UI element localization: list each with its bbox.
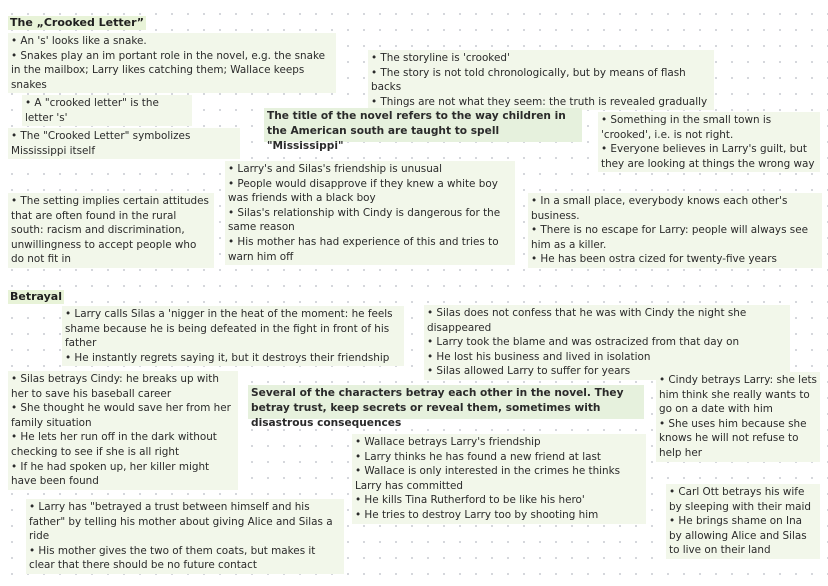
note-snake-shape[interactable] — [8, 33, 336, 93]
note-line: • The "Crooked Letter" symbolizes Mississippi itself — [11, 130, 191, 157]
note-crooked-letter-s[interactable] — [22, 95, 192, 126]
note-line: • His mother has had experience of this and tries to warn him off — [228, 235, 499, 263]
note-wallace-betrays-larry[interactable] — [352, 434, 646, 524]
note-line: • Snakes play an im portant role in the novel, e.g. the snake in the mailbox; Larry likes catching them; Wallace keeps snakes — [11, 49, 325, 91]
note-line: • Larry has "betrayed a trust between himself and his father" by telling his mother about giving Alice and Silas a ride — [29, 501, 333, 543]
note-setting-attitudes[interactable] — [8, 193, 214, 268]
note-line: • Things are not what they seem: the truth is revealed gradually — [371, 95, 708, 108]
note-line: • He lets her run off in the dark without checking to see if she is all right — [11, 431, 217, 458]
note-line: • People would disapprove if they knew a white boy was friends with a black boy — [228, 177, 498, 205]
note-line: • Larry calls Silas a 'nigger in the heat of the moment: he feels shame because he is being defeated in the fight in front of his father — [65, 308, 393, 350]
note-carl-ott-betrays-wife[interactable] — [666, 484, 820, 559]
note-line: • The setting implies certain attitudes that are often found in the rural south: racism and discrimination, unwillingness to accept people who do not fit in — [11, 195, 209, 266]
note-larry-betrays-father[interactable] — [26, 499, 344, 574]
note-line: • Larry's and Silas's friendship is unusual — [228, 163, 443, 175]
note-line: • If he had spoken up, her killer might have been found — [11, 460, 210, 488]
note-something-crooked[interactable] — [598, 112, 820, 172]
note-line: • Silas betrays Cindy: he breaks up with her to save his baseball career — [11, 373, 219, 400]
central-idea-title-meaning[interactable]: The title of the novel refers to the way children in the American south are taught to spell "Mississippi" — [264, 108, 582, 142]
note-larry-insult[interactable] — [62, 306, 404, 366]
note-line: • Wallace is only interested in the crimes he thinks Larry has committed — [355, 465, 621, 492]
note-unusual-friendship[interactable] — [225, 161, 515, 265]
note-silas-no-confession[interactable] — [424, 305, 790, 380]
note-line: • His mother gives the two of them coats, but makes it clear that there should be no future contact — [29, 544, 316, 572]
note-symbolizes-mississippi[interactable] — [8, 128, 240, 159]
note-line: • Silas does not confess that he was with Cindy the night she disappeared — [427, 307, 747, 334]
note-line: • In a small place, everybody knows each other's business. — [531, 195, 788, 222]
note-line: • There is no escape for Larry: people will always see him as a killer. — [531, 224, 808, 251]
note-line: • Something in the small town is 'crooked', i.e. is not right. — [601, 114, 772, 141]
central-idea-betrayal[interactable]: Several of the characters betray each other in the novel. They betray trust, keep secrets or reveal them, sometimes with disastrous consequences — [248, 385, 644, 419]
note-line: • She uses him because she knows he will not refuse to help her — [659, 417, 807, 459]
note-cindy-betrays-larry[interactable] — [656, 372, 820, 462]
note-small-place[interactable] — [528, 193, 822, 268]
note-line: • Cindy betrays Larry: she lets him think she really wants to go on a date with him — [659, 374, 817, 416]
note-line: • The story is not told chronologically, but by means of flash backs — [371, 66, 686, 94]
note-line: • He tries to destroy Larry too by shooting him — [355, 508, 599, 521]
note-line: • Everyone believes in Larry's guilt, but they are looking at things the wrong way — [601, 143, 815, 170]
note-line: • She thought he would save her from her family situation — [11, 402, 231, 429]
note-crooked-storyline[interactable] — [368, 50, 714, 110]
note-line: • He lost his business and lived in isolation — [427, 350, 651, 363]
note-line: • The storyline is 'crooked' — [371, 52, 510, 64]
note-line: • Silas allowed Larry to suffer for years — [427, 365, 631, 378]
note-line: • Silas's relationship with Cindy is dangerous for the same reason — [228, 206, 501, 234]
note-line: • Larry thinks he has found a new friend at last — [355, 450, 601, 463]
note-line: • An 's' looks like a snake. — [11, 35, 147, 47]
note-line: • Wallace betrays Larry's friendship — [355, 436, 541, 448]
crooked-letter-heading: The „Crooked Letter” — [10, 16, 144, 29]
note-line: • He has been ostra cized for twenty-five years — [531, 253, 777, 266]
note-silas-betrays-cindy[interactable] — [8, 371, 238, 490]
betrayal-heading: Betrayal — [10, 290, 62, 303]
note-line: • A "crooked letter" is the letter 's' — [25, 97, 159, 124]
note-line: • Carl Ott betrays his wife by sleeping with their maid — [669, 486, 811, 513]
note-line: • He instantly regrets saying it, but it destroys their friendship — [65, 351, 390, 364]
note-line: • He brings shame on Ina by allowing Alice and Silas to live on their land — [669, 515, 807, 557]
note-line: • Larry took the blame and was ostracized from that day on — [427, 336, 740, 349]
note-line: • He kills Tina Rutherford to be like his hero' — [355, 494, 585, 507]
